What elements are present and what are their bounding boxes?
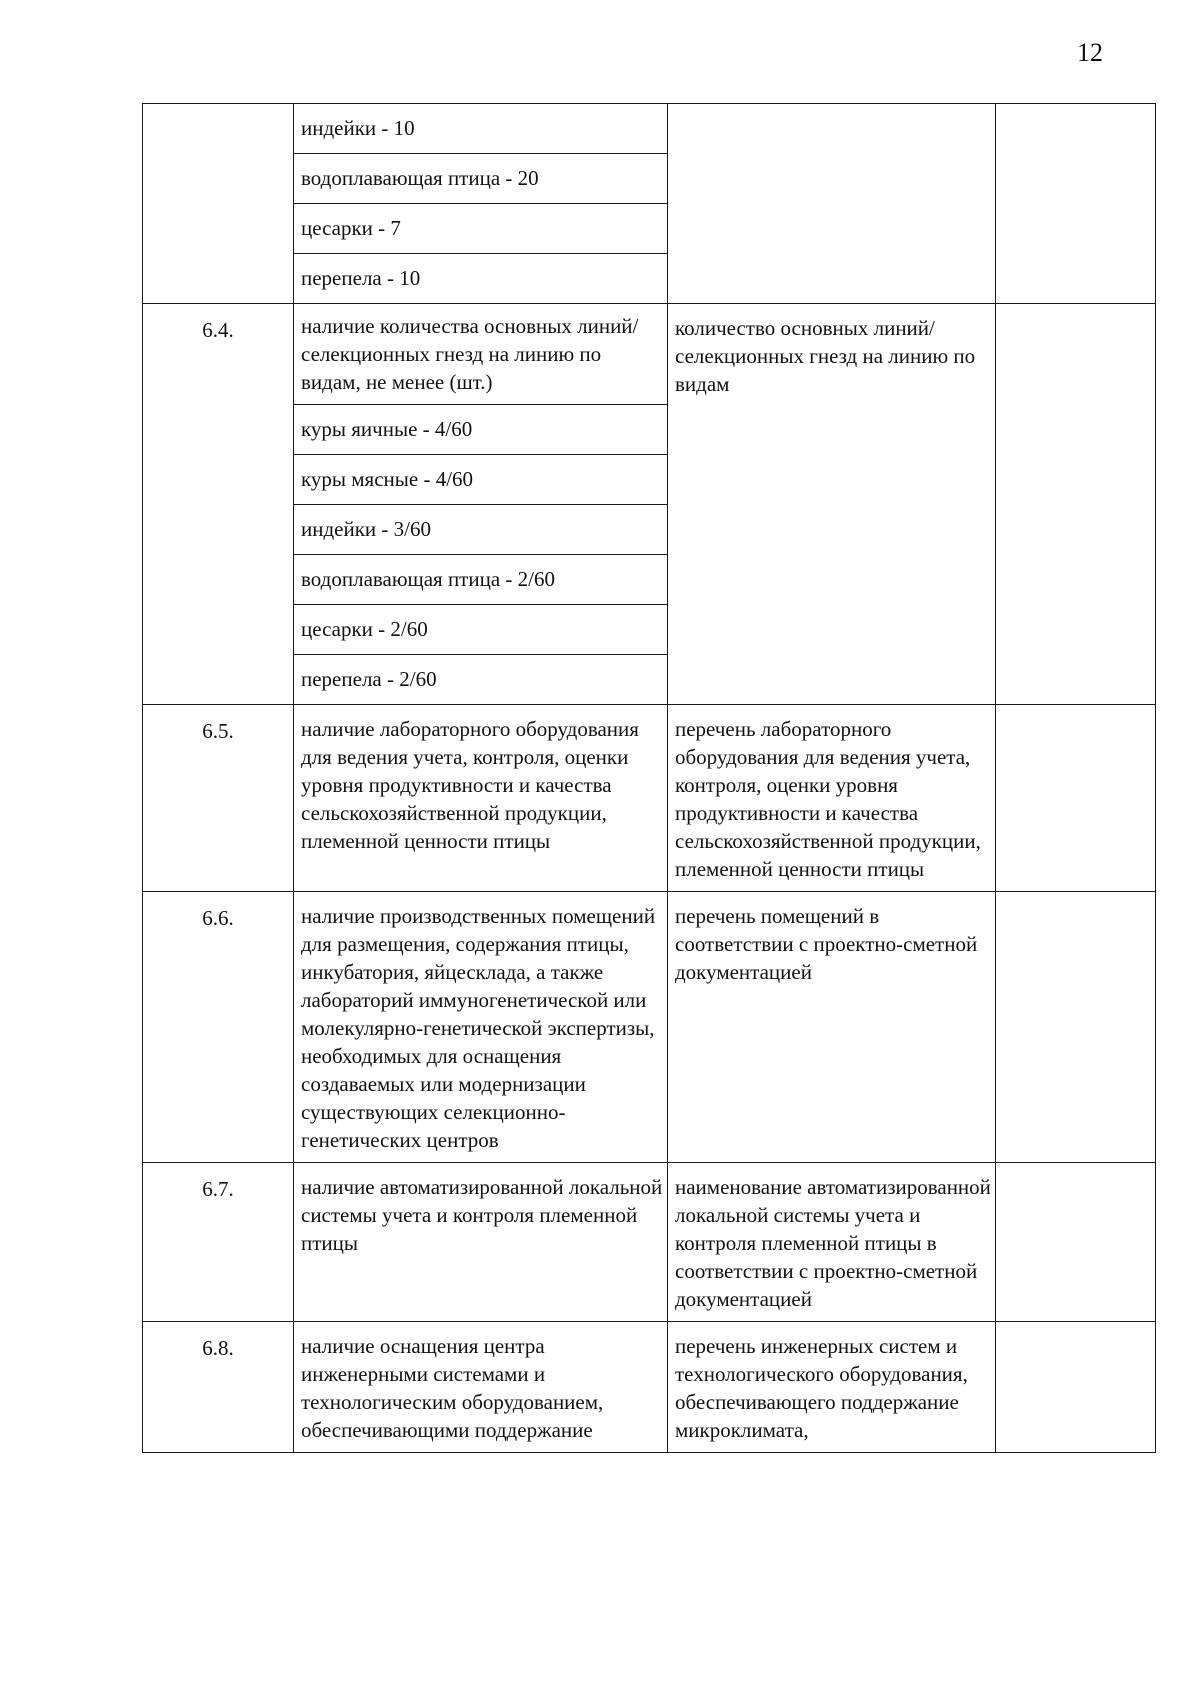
empty-cell [996,705,1156,892]
criteria-table [142,103,1156,1453]
table-row [143,892,1156,1163]
list-item: цесарки - 2/60 [294,604,667,654]
empty-cell [996,304,1156,705]
list-item: перепела - 2/60 [294,654,667,704]
list-item: куры яичные - 4/60 [294,404,667,454]
empty-cell [996,104,1156,304]
document-text: количество основных линий/селекционных гнезд на линию по видам [668,304,996,705]
list-item: куры мясные - 4/60 [294,454,667,504]
document-text: перечень лабораторного оборудования для ведения учета, контроля, оценки уровня продуктивности и качества сельскохозяйственной продукции, племенной ценности птицы [668,705,996,892]
page-number: 12 [1077,38,1103,67]
list-item: водоплавающая птица - 2/60 [294,554,667,604]
row-number: 6.5. [143,705,294,892]
document-text: перечень инженерных систем и технологического оборудования, обеспечивающего поддержание микроклимата, [668,1322,996,1453]
document-text: наименование автоматизированной локальной системы учета и контроля племенной птицы в соответствии с проектно-сметной документацией [668,1163,996,1322]
empty-cell [996,1163,1156,1322]
row-number: 6.7. [143,1163,294,1322]
row-number: 6.8. [143,1322,294,1453]
number-cell [143,104,294,304]
document-text: перечень помещений в соответствии с проектно-сметной документацией [668,892,996,1163]
table-row [143,705,1156,892]
requirement-text: наличие производственных помещений для размещения, содержания птицы, инкубатория, яйцесклада, а также лабораторий иммуногенетической или молекулярно-генетической экспертизы, необходимых для оснащения создаваемых или модернизации существующих селекционно-генетических центров [294,892,668,1163]
list-item: перепела - 10 [294,253,667,303]
requirement-cell [294,304,668,705]
empty-cell [996,892,1156,1163]
row-number: 6.4. [143,304,294,705]
requirement-text: наличие оснащения центра инженерными системами и технологическим оборудованием, обеспечивающими поддержание [294,1322,668,1453]
table-row-continued [143,104,1156,304]
table-row [143,1163,1156,1322]
requirement-text: наличие количества основных линий/селекционных гнезд на линию по видам, не менее (шт.) [301,314,639,394]
table-row [143,1322,1156,1453]
requirement-text: наличие автоматизированной локальной системы учета и контроля племенной птицы [294,1163,668,1322]
row-number: 6.6. [143,892,294,1163]
list-item: цесарки - 7 [294,203,667,253]
list-item: индейки - 3/60 [294,504,667,554]
requirement-text: наличие лабораторного оборудования для ведения учета, контроля, оценки уровня продуктивности и качества сельскохозяйственной продукции, племенной ценности птицы [294,705,668,892]
list-item: водоплавающая птица - 20 [294,153,667,203]
list-item: индейки - 10 [301,116,415,140]
sub-items-cell [294,104,668,304]
document-cell [668,104,996,304]
empty-cell [996,1322,1156,1453]
table-row [143,304,1156,705]
